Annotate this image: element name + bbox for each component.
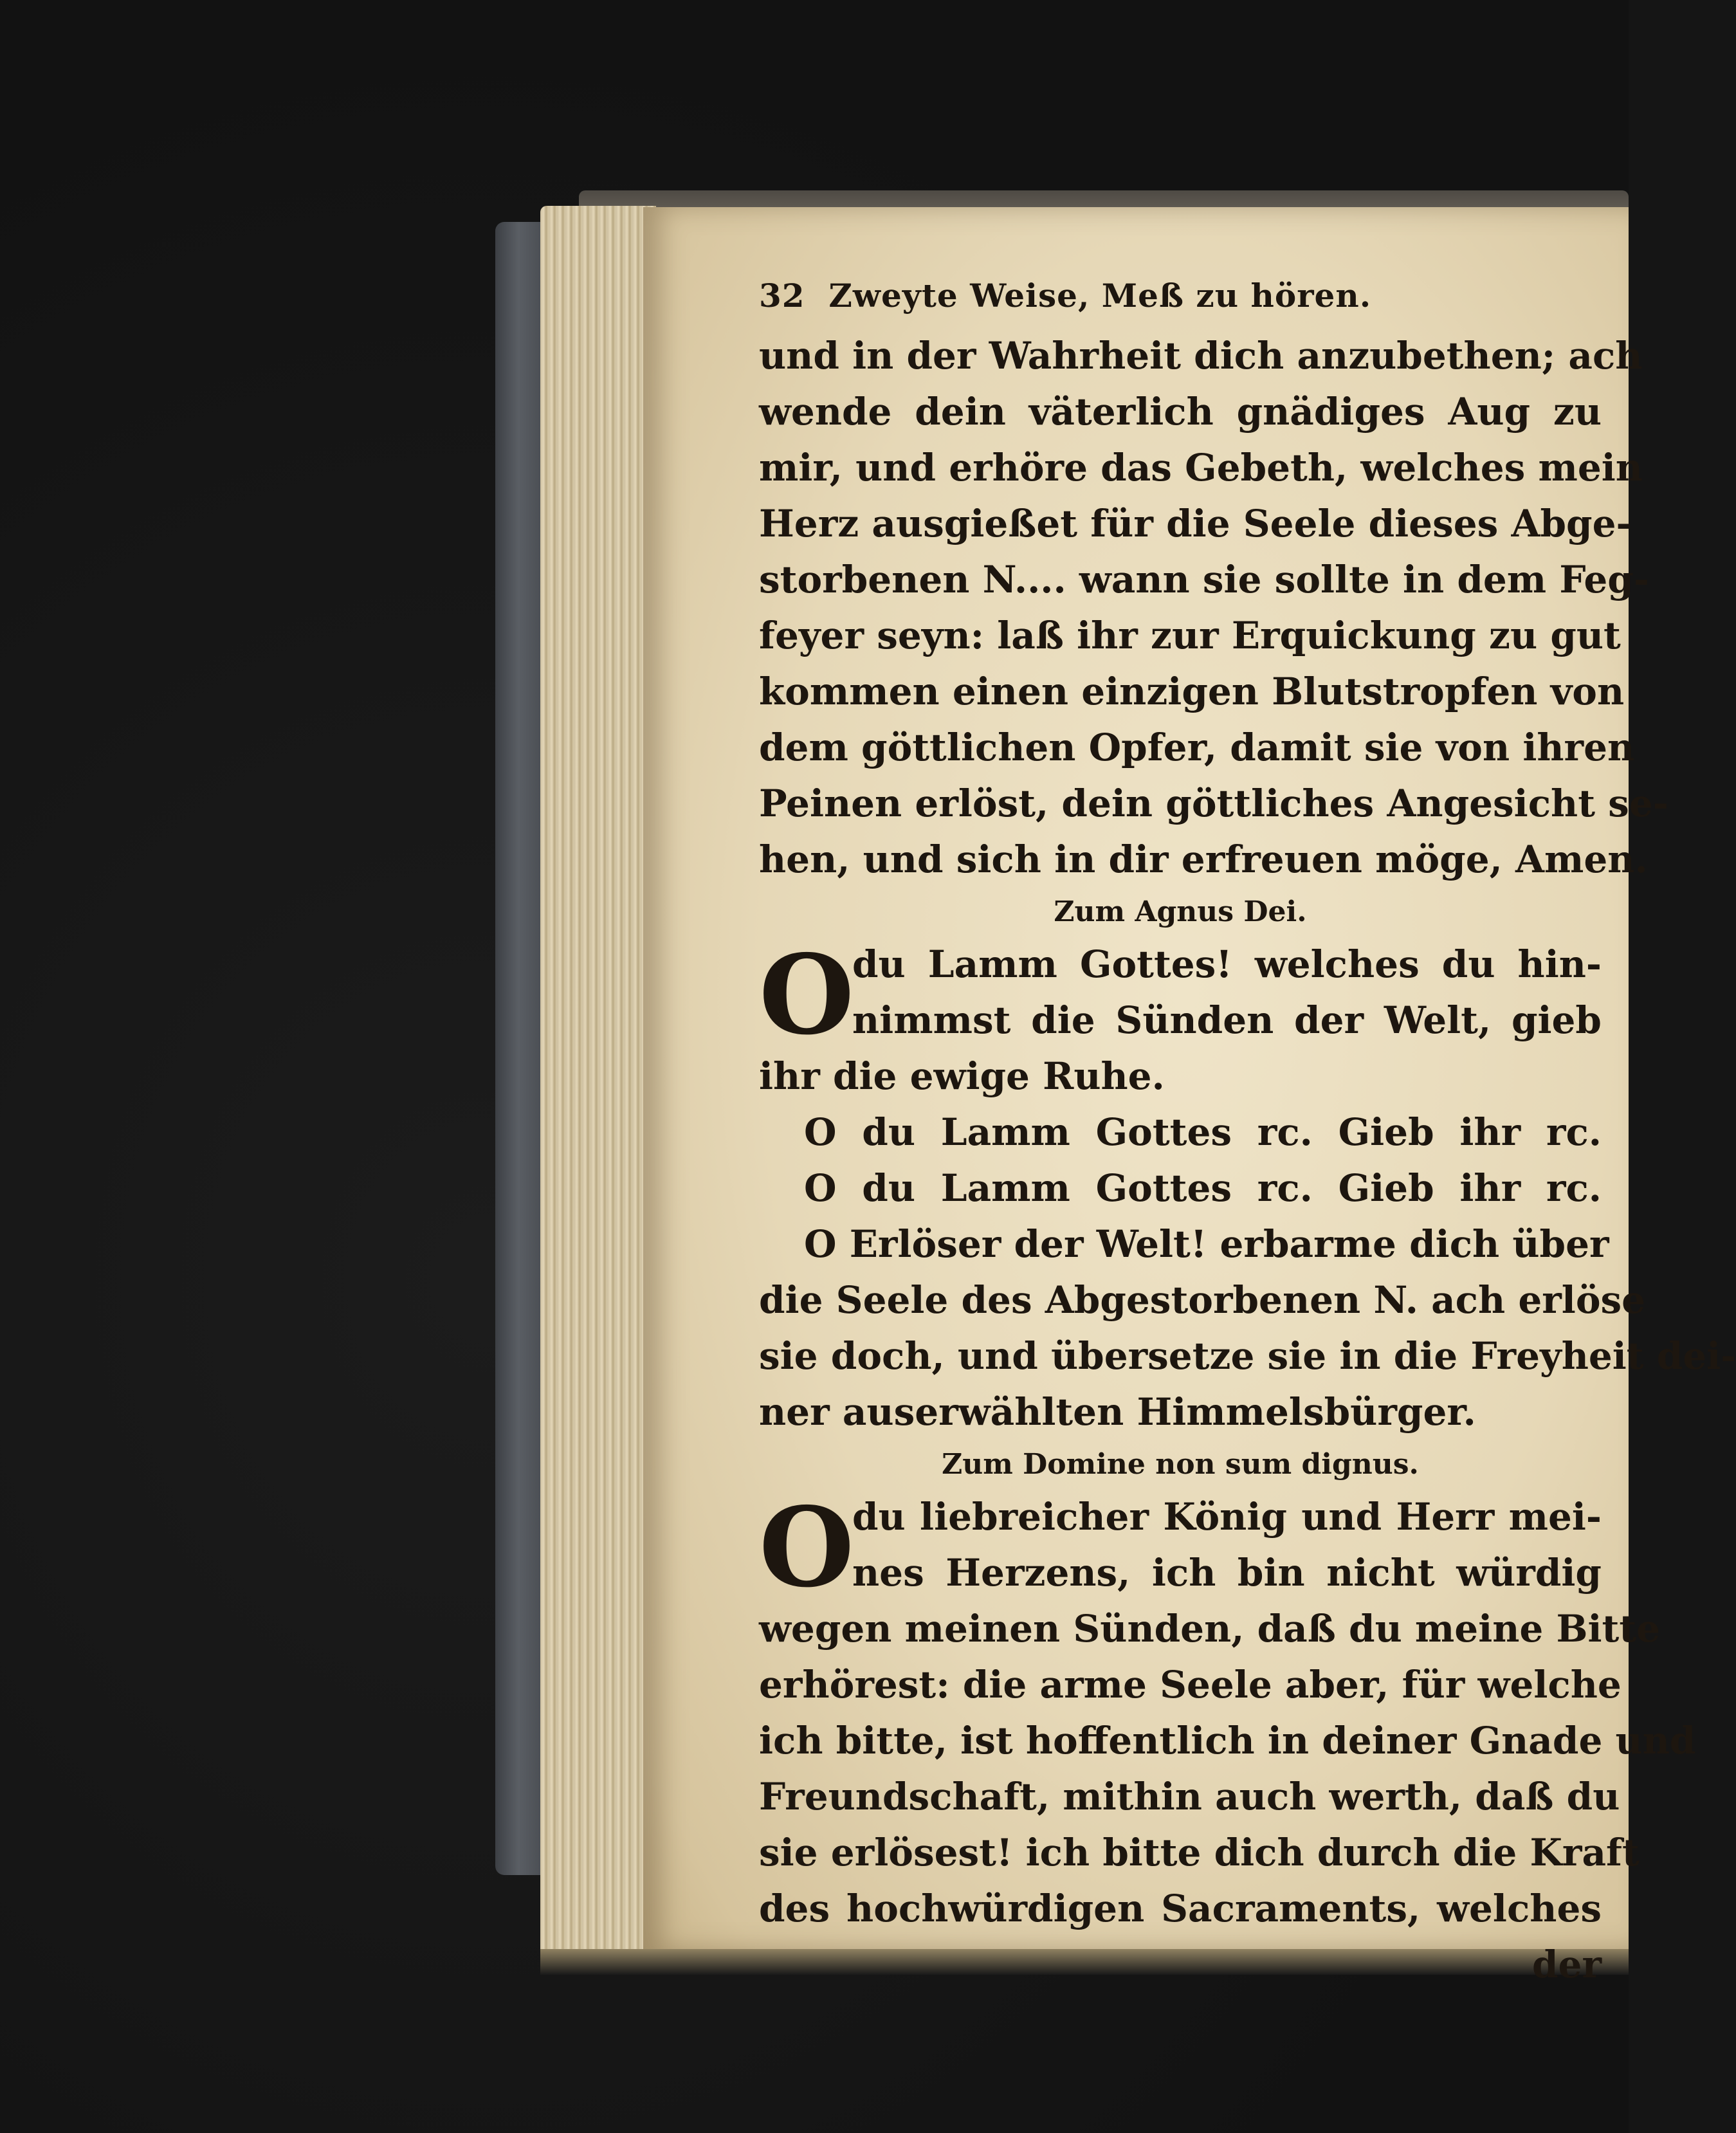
text-line: ner auserwählten Himmelsbürger. <box>759 1390 1476 1434</box>
text-line: und in der Wahrheit dich anzubethen; ach <box>759 334 1643 378</box>
text-line: O du Lamm Gottes rc. Gieb ihr rc. <box>804 1166 1602 1210</box>
text-line: storbenen N.... wann sie sollte in dem Feg- <box>759 558 1649 601</box>
drop-cap: O <box>759 931 855 1059</box>
page-number: 32 <box>759 277 805 315</box>
running-head <box>759 277 1602 328</box>
text-line: die Seele des Abgestorbenen N. ach erlöse <box>759 1278 1646 1322</box>
section-heading-domine: Zum Domine non sum dignus. <box>942 1448 1419 1481</box>
text-line: wegen meinen Sünden, daß du meine Bitte <box>759 1607 1661 1651</box>
text-line: ihr die ewige Ruhe. <box>759 1054 1165 1098</box>
section-heading-agnus: Zum Agnus Dei. <box>1054 895 1307 928</box>
text-line: feyer seyn: laß ihr zur Erquickung zu gut <box>759 614 1621 657</box>
page-text <box>759 277 1736 1993</box>
page-edges <box>540 206 656 1968</box>
domine-prayer <box>759 1483 1696 1993</box>
running-head-title: Zweyte Weise, Meß zu hören. <box>828 277 1372 315</box>
text-line: dem göttlichen Opfer, damit sie von ihren <box>759 726 1635 769</box>
paragraph-1 <box>759 328 1668 888</box>
catchword: der <box>1531 1943 1602 1986</box>
text-line: nes Herzens, ich bin nicht würdig <box>852 1551 1602 1595</box>
text-line: mir, und erhöre das Gebeth, welches mein <box>759 446 1643 490</box>
agnus-prayer <box>759 931 1736 1440</box>
text-line: Freundschaft, mithin auch werth, daß du <box>759 1775 1620 1818</box>
text-line: du liebreicher König und Herr mei- <box>852 1495 1602 1539</box>
text-line: sie erlösest! ich bitte dich durch die Kraft <box>759 1831 1640 1874</box>
text-line: des hochwürdigen Sacraments, welches <box>759 1887 1602 1930</box>
text-line: erhörest: die arme Seele aber, für welche <box>759 1663 1622 1707</box>
text-line: Peinen erlöst, dein göttliches Angesicht se- <box>759 782 1668 825</box>
drop-cap: O <box>759 1483 855 1612</box>
text-line: hen, und sich in dir erfreuen möge, Amen. <box>759 838 1648 881</box>
text-line: wende dein väterlich gnädiges Aug zu <box>759 390 1602 434</box>
text-line: O du Lamm Gottes rc. Gieb ihr rc. <box>804 1110 1602 1154</box>
text-line: Herz ausgießet für die Seele dieses Abge- <box>759 502 1632 545</box>
text-line: kommen einen einzigen Blutstropfen von <box>759 670 1625 713</box>
text-line: O Erlöser der Welt! erbarme dich über <box>804 1222 1609 1266</box>
text-line: ich bitte, ist hoffentlich in deiner Gnade und <box>759 1719 1696 1762</box>
text-line: sie doch, und übersetze sie in die Freyheit dei- <box>759 1334 1736 1378</box>
text-line: nimmst die Sünden der Welt, gieb <box>852 998 1602 1042</box>
text-line: du Lamm Gottes! welches du hin- <box>852 942 1602 986</box>
